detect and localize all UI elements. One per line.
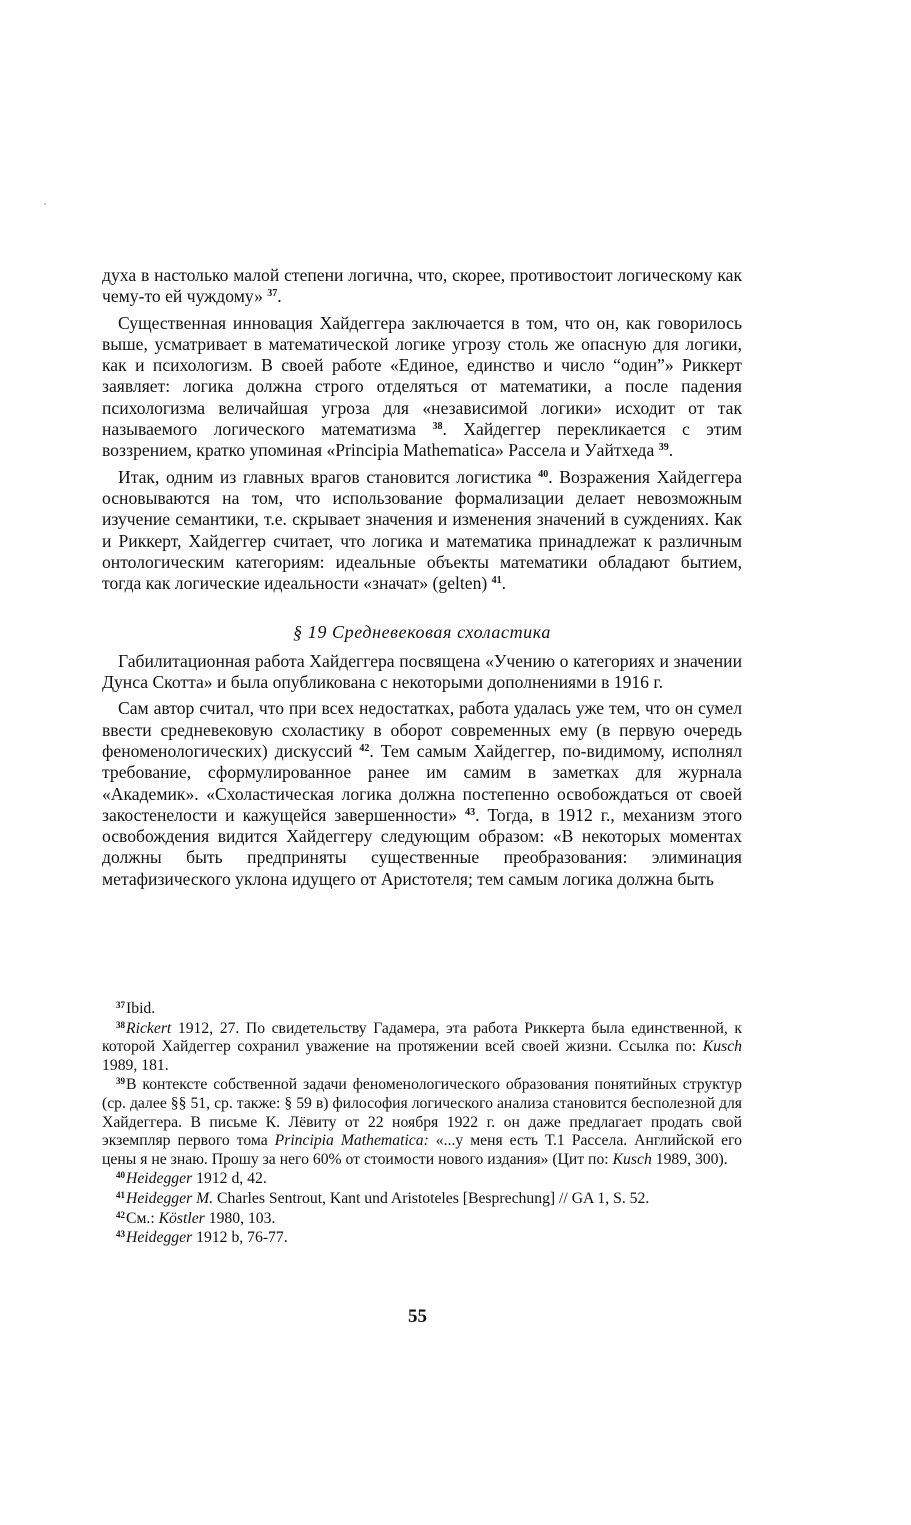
footnote-number: 41 [116, 1189, 125, 1200]
footnote-title: Principia Mathematica: [274, 1132, 429, 1150]
footnote-author: Heidegger [126, 1229, 193, 1247]
section-paragraph-2-continuation: . Тем самым Хайдеггер, по-видимому, исполнял требование, сформулированное ранее им самим в заметках для журнала «Академик». «Схоластическая логика должна постепенно освобождаться от своей закостенелости и кажущейся завершенности» [102, 740, 743, 825]
footnote-text: 1912, 27. По свидетельству Гадамера, эта работа Риккерта была единственной, к которой Хайдеггер сохранил уважение на протяжении всей своей жизни. Ссылка по: [102, 1019, 742, 1056]
footnote-42 [102, 1210, 742, 1229]
section-paragraph-2-end: . Тогда, в 1912 г., механизм этого освобождения видится Хайдеггеру следующим образом: «В некоторых моментах должны быть предприняты существенные преобразования: элиминация метафизического уклона идущего от Аристотеля; тем самым логика должна быть [102, 804, 742, 889]
footnote-number: 43 [116, 1229, 125, 1240]
page-number: 55 [408, 1306, 427, 1327]
footnote-40 [102, 1170, 742, 1189]
footnote-author: Heidegger M. [126, 1189, 214, 1207]
paragraph-2-text: Существенная инновация Хайдеггера заключается в том, что он, как говорилось выше, усматривает в математической логике угрозу столь же опасную для логики, как и психологизм. В своей работе «Единое, единство и число “один”» Риккерт заявляет: логика должна строго отделяться от математики, а после падения психологизма величайшая угроза для «независимой логики» исходит от так называемого логического математизма [102, 312, 742, 440]
footnote-author: Köstler [158, 1209, 205, 1227]
footnote-text: «...у меня есть Т.1 Рассела. Английской его цены я не знаю. Прошу за него 60% от стоимости нового издания» (Цит по: [102, 1132, 742, 1168]
paragraph-1-text: духа в настолько малой степени логична, что, скорее, противостоит логическому как чему-то ей чуждому» [102, 265, 742, 307]
section-heading: § 19 Средневековая схоластика [293, 622, 551, 643]
footnote-ref-43[interactable]: 43 [465, 806, 476, 818]
footnote-author: Rickert [126, 1019, 172, 1037]
footnote-ref-37[interactable]: 37 [267, 288, 278, 300]
paragraph-3-text: Итак, одним из главных врагов становится логистика [118, 466, 532, 487]
footnote-ref-39[interactable]: 39 [658, 442, 669, 454]
footnote-39 [102, 1076, 742, 1169]
footnote-number: 40 [116, 1170, 125, 1181]
footnote-text: 1912 b, 76-77. [192, 1229, 288, 1247]
section-paragraph-1-text: Габилитационная работа Хайдеггера посвящена «Учению о категориях и значении Дунса Скотта» и была опубликована с некоторыми дополнениями в 1916 г. [102, 650, 742, 693]
paragraph-1 [102, 265, 742, 308]
footnote-text: В контексте собственной задачи феноменологического образования понятийных структур (ср. далее §§ 51, ср. также: § 59 в) философия логического анализа становится бесполезной для Хайдеггера. В письме К. Лёвиту от 22 ноября 1922 г. он даже предлагает продать свой экземпляр первого тома [102, 1076, 742, 1150]
footnote-text: 1989, 300). [651, 1150, 728, 1168]
footnote-37 [102, 1000, 742, 1019]
footnote-ref-41[interactable]: 41 [491, 575, 502, 587]
footnote-ref-38[interactable]: 38 [432, 421, 443, 433]
main-text [102, 265, 742, 890]
paragraph-2-end: . [668, 440, 674, 461]
paragraph-3-continuation: . Возражения Хайдеггера основываются на том, что использование формализации делает невозможным изучение семантики, т.е. скрывает значения и изменения значений в суждениях. Как и Риккерт, Хайдеггер считает, что логика и математика принадлежат к различным онтологическим категориям: идеальные объекты математики обладают бытием, тогда как логические идеальности «значат» (gelten) [102, 466, 742, 594]
footnote-number: 37 [116, 1000, 125, 1010]
footnote-text: См.: [126, 1209, 159, 1227]
footnote-text: 1989, 181. [102, 1056, 169, 1074]
section-paragraph-2 [102, 698, 742, 890]
paragraph-2-continuation: . Хайдеггер перекликается с этим воззрением, кратко упоминая «Principia Mathematica» Рассела и Уайтхеда [102, 419, 742, 461]
section-paragraph-1 [102, 651, 742, 694]
footnote-ref-40[interactable]: 40 [538, 468, 549, 480]
footnote-number: 42 [116, 1209, 125, 1220]
section-paragraph-2-text: Сам автор считал, что при всех недостатках, работа удалась уже тем, что он сумел ввести средневековую схоластику в оборот современных ему (в первую очередь феноменологических) дискуссий [102, 698, 742, 761]
footnote-author: Kusch [702, 1038, 742, 1056]
paragraph-3-end: . [501, 573, 507, 594]
paragraph-1-end: . [277, 286, 282, 307]
footnote-author: Kusch [612, 1150, 652, 1168]
footnote-number: 39 [116, 1076, 125, 1087]
footnote-text: 1912 d, 42. [192, 1170, 267, 1188]
footnote-ref-42[interactable]: 42 [359, 742, 370, 754]
paragraph-3 [102, 467, 742, 595]
footnote-text: Ibid. [126, 1000, 156, 1017]
footnote-text: Charles Sentrout, Kant und Aristoteles [Besprechung] // GA 1, S. 52. [213, 1189, 650, 1207]
footnote-text: 1980, 103. [204, 1209, 276, 1227]
footnote-43 [102, 1229, 742, 1248]
footnote-41 [102, 1190, 742, 1209]
paragraph-2 [102, 313, 742, 462]
footnote-38 [102, 1020, 742, 1076]
footnotes [102, 1000, 742, 1249]
footnote-author: Heidegger [126, 1170, 193, 1188]
scan-speck [44, 203, 46, 205]
footnote-number: 38 [116, 1019, 125, 1030]
